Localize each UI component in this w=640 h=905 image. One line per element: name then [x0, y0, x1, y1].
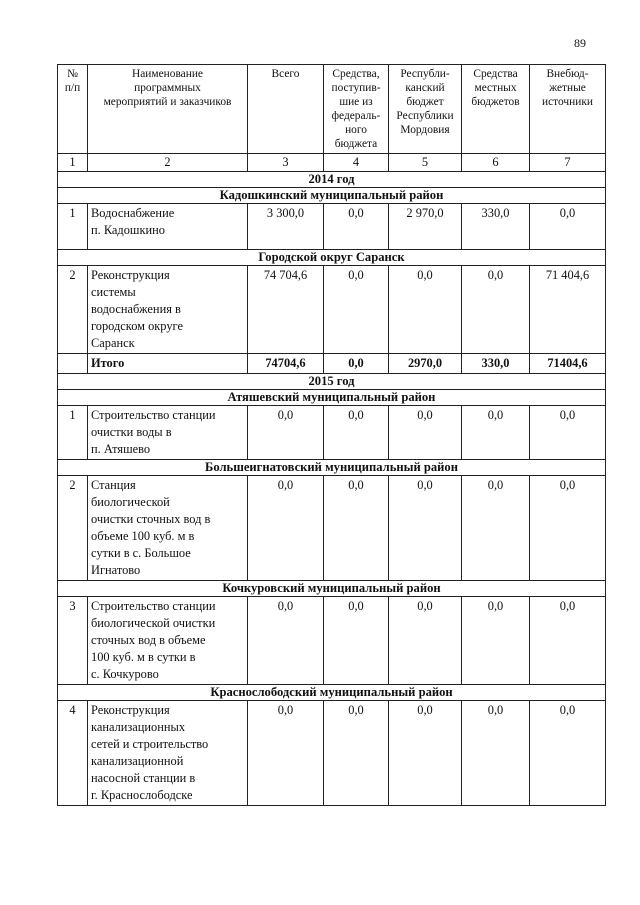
header-local: Средства местных бюджетов	[462, 65, 530, 154]
total-num-cell	[58, 354, 88, 374]
row-name: Водоснабжение п. Кадошкино	[88, 204, 248, 250]
row-republic: 0,0	[389, 701, 462, 806]
row-offbudget: 0,0	[530, 406, 606, 460]
row-local: 0,0	[462, 476, 530, 581]
table-row	[58, 476, 606, 581]
row-local: 0,0	[462, 701, 530, 806]
row-num: 1	[58, 204, 88, 250]
row-federal: 0,0	[324, 597, 389, 685]
year-heading	[58, 374, 606, 390]
header-offbudget: Внебюд- жетные источники	[530, 65, 606, 154]
district-heading	[58, 188, 606, 204]
column-number: 2	[88, 154, 248, 172]
row-federal: 0,0	[324, 476, 389, 581]
row-num: 2	[58, 476, 88, 581]
district-heading	[58, 390, 606, 406]
header-republic: Республи- канский бюджет Республики Мордовия	[389, 65, 462, 154]
row-republic: 0,0	[389, 476, 462, 581]
row-total: 0,0	[248, 406, 324, 460]
total-label: Итого	[88, 354, 248, 374]
year-2015: 2015 год	[58, 374, 606, 390]
row-republic: 0,0	[389, 597, 462, 685]
row-name: Строительство станции биологической очистки сточных вод в объеме 100 куб. м в сутки в с. Кочкурово	[88, 597, 248, 685]
row-local: 0,0	[462, 597, 530, 685]
row-federal: 0,0	[324, 701, 389, 806]
district-kadoshkino: Кадошкинский муниципальный район	[58, 188, 606, 204]
column-number: 7	[530, 154, 606, 172]
row-local: 0,0	[462, 266, 530, 354]
page-number: 89	[574, 36, 586, 50]
row-local: 0,0	[462, 406, 530, 460]
row-offbudget: 71 404,6	[530, 266, 606, 354]
row-offbudget: 0,0	[530, 597, 606, 685]
column-number-row	[58, 154, 606, 172]
district-heading	[58, 685, 606, 701]
row-name: Реконструкция системы водоснабжения в городском округе Саранск	[88, 266, 248, 354]
table-row	[58, 701, 606, 806]
row-total: 0,0	[248, 701, 324, 806]
row-name: Станция биологической очистки сточных вод в объеме 100 куб. м в сутки в с. Большое Игнатово	[88, 476, 248, 581]
table-row	[58, 266, 606, 354]
row-federal: 0,0	[324, 266, 389, 354]
header-name: Наименование программных мероприятий и заказчиков	[88, 65, 248, 154]
row-local: 330,0	[462, 204, 530, 250]
budget-table	[57, 64, 606, 806]
row-republic: 0,0	[389, 406, 462, 460]
table-row	[58, 597, 606, 685]
row-total: 3 300,0	[248, 204, 324, 250]
year-heading	[58, 172, 606, 188]
row-num: 3	[58, 597, 88, 685]
total-federal: 0,0	[324, 354, 389, 374]
row-num: 1	[58, 406, 88, 460]
row-total: 74 704,6	[248, 266, 324, 354]
total-offbudget: 71404,6	[530, 354, 606, 374]
table-row	[58, 204, 606, 250]
column-number: 4	[324, 154, 389, 172]
district-krasnoslobodsk: Краснослободский муниципальный район	[58, 685, 606, 701]
row-federal: 0,0	[324, 204, 389, 250]
row-federal: 0,0	[324, 406, 389, 460]
header-row	[58, 65, 606, 154]
column-number: 5	[389, 154, 462, 172]
district-heading	[58, 250, 606, 266]
total-row	[58, 354, 606, 374]
total-total: 74704,6	[248, 354, 324, 374]
header-total: Всего	[248, 65, 324, 154]
header-federal: Средства, поступив- шие из федераль- ного бюджета	[324, 65, 389, 154]
row-offbudget: 0,0	[530, 204, 606, 250]
row-num: 4	[58, 701, 88, 806]
column-number: 3	[248, 154, 324, 172]
district-kochkurovo: Кочкуровский муниципальный район	[58, 581, 606, 597]
district-saransk: Городской округ Саранск	[58, 250, 606, 266]
year-2014: 2014 год	[58, 172, 606, 188]
row-total: 0,0	[248, 476, 324, 581]
district-heading	[58, 460, 606, 476]
row-total: 0,0	[248, 597, 324, 685]
row-republic: 0,0	[389, 266, 462, 354]
table-row	[58, 406, 606, 460]
total-local: 330,0	[462, 354, 530, 374]
header-num: № п/п	[58, 65, 88, 154]
district-atyashevo: Атяшевский муниципальный район	[58, 390, 606, 406]
row-name: Строительство станции очистки воды в п. Атяшево	[88, 406, 248, 460]
row-name: Реконструкция канализационных сетей и строительство канализационной насосной станции в г. Краснослободске	[88, 701, 248, 806]
column-number: 6	[462, 154, 530, 172]
district-bolsheignatovo: Большеигнатовский муниципальный район	[58, 460, 606, 476]
district-heading	[58, 581, 606, 597]
row-num: 2	[58, 266, 88, 354]
total-republic: 2970,0	[389, 354, 462, 374]
row-offbudget: 0,0	[530, 476, 606, 581]
row-republic: 2 970,0	[389, 204, 462, 250]
column-number: 1	[58, 154, 88, 172]
row-offbudget: 0,0	[530, 701, 606, 806]
